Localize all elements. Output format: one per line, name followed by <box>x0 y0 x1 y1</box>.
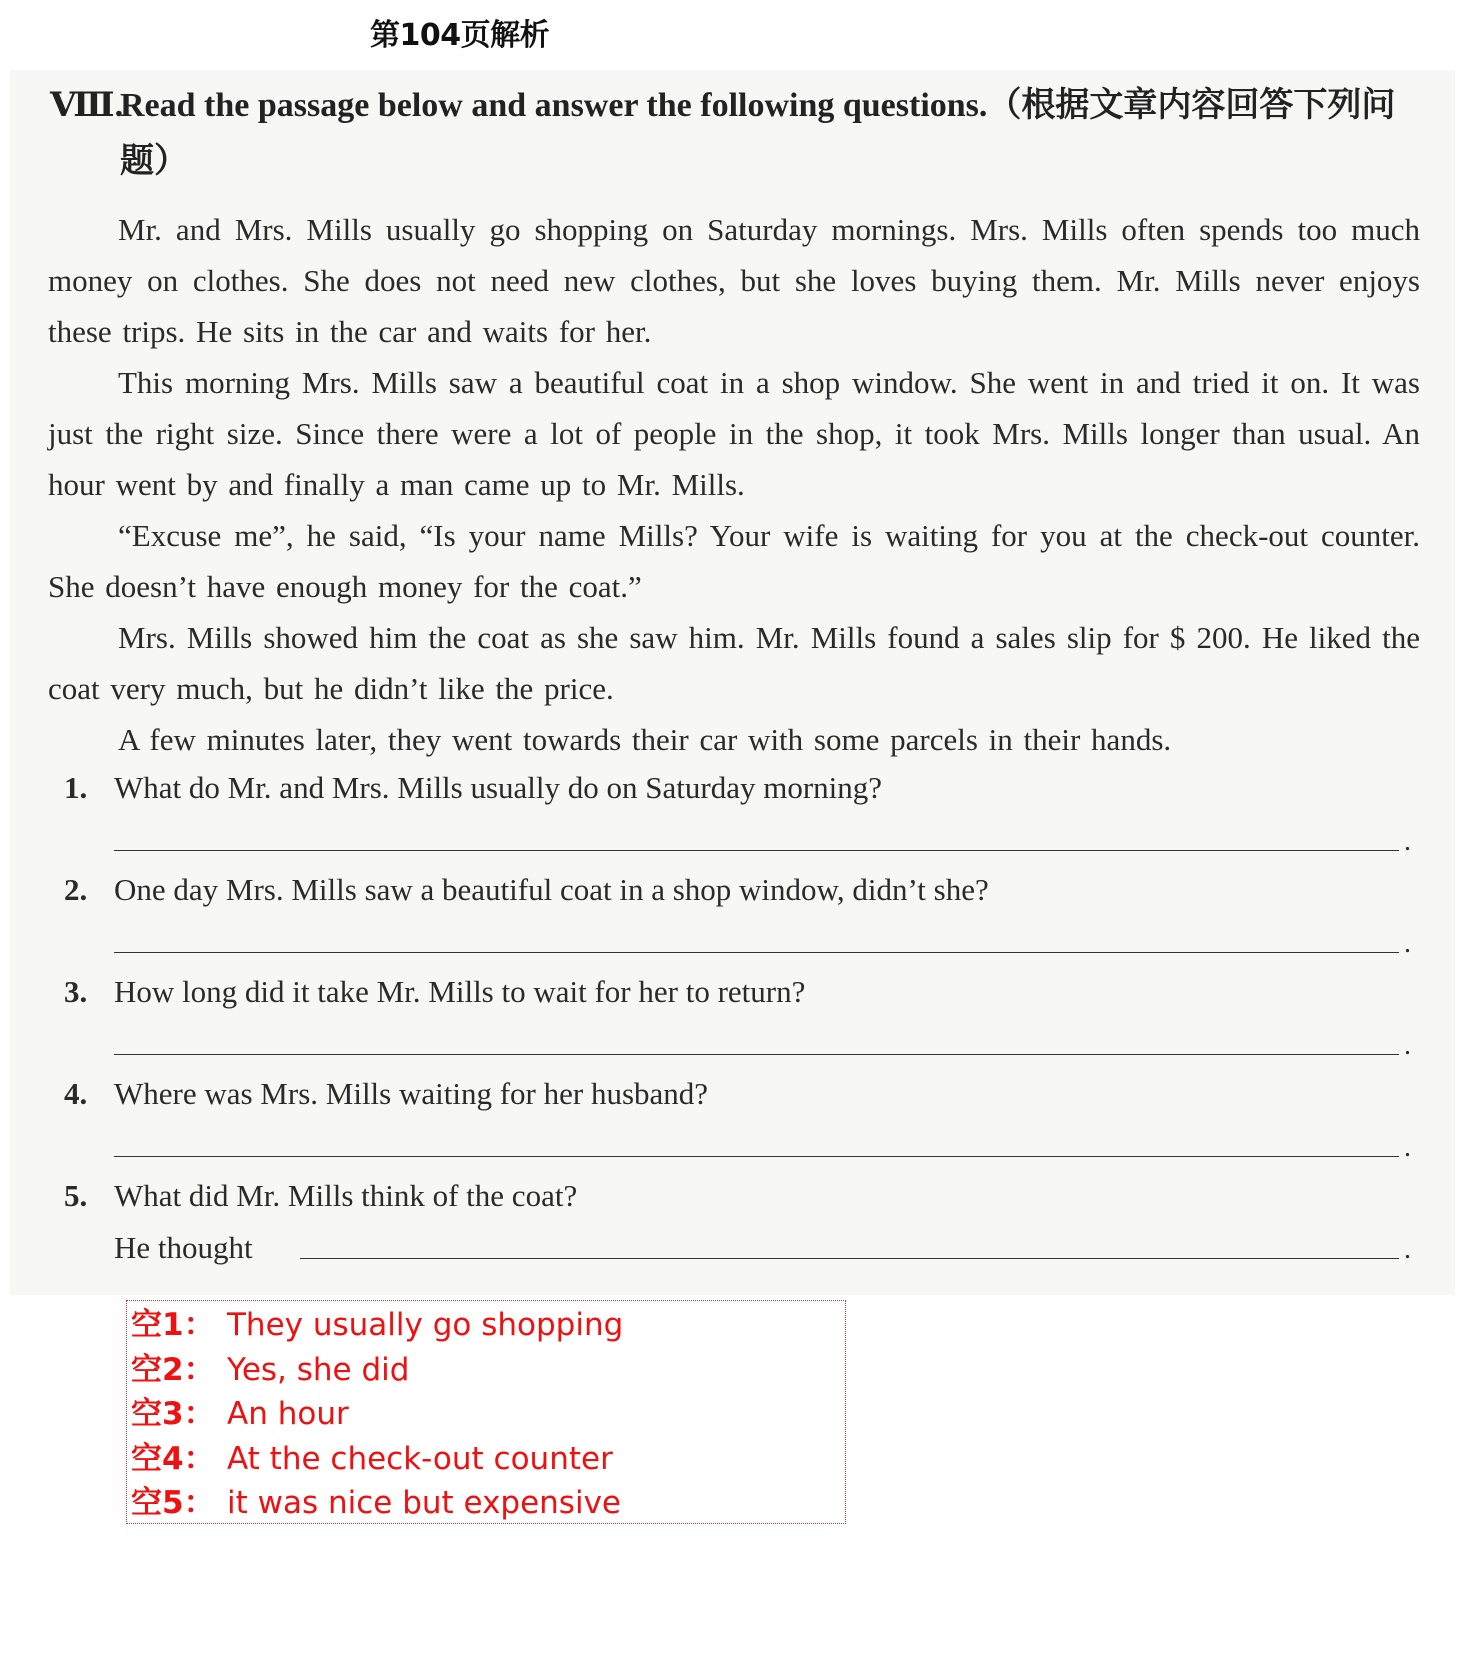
answer-label: 空3： <box>131 1396 215 1432</box>
question-text: What do Mr. and Mrs. Mills usually do on Saturday morning? <box>114 770 883 805</box>
answer-blank-1[interactable] <box>114 828 1399 851</box>
section-heading <box>50 78 1420 190</box>
answer-period: . <box>1404 1030 1411 1061</box>
answer-key-1 <box>127 1303 845 1348</box>
answer-key-4 <box>127 1437 845 1482</box>
answer-prefix: He thought <box>114 1230 253 1265</box>
question-number: 4. <box>64 1076 88 1111</box>
passage-paragraph-3: “Excuse me”, he said, “Is your name Mills? Your wife is waiting for you at the check-out counter. She doesn’t have enough money for the coat.” <box>48 518 1420 604</box>
question-text: Where was Mrs. Mills waiting for her husband? <box>114 1076 709 1111</box>
question-list <box>64 768 1424 1278</box>
answer-key-3 <box>127 1392 845 1437</box>
passage-paragraph-5: A few minutes later, they went towards their car with some parcels in their hands. <box>118 722 1172 757</box>
answer-label: 空5： <box>131 1485 215 1521</box>
answer-key-box <box>126 1300 846 1524</box>
answer-label: 空4： <box>131 1440 215 1477</box>
answer-period: . <box>1404 826 1411 857</box>
answer-label: 空1： <box>131 1307 215 1343</box>
question-text: What did Mr. Mills think of the coat? <box>114 1178 578 1213</box>
question-number: 3. <box>64 974 88 1009</box>
answer-text: At the check-out counter <box>227 1440 613 1477</box>
question-4 <box>64 1074 1424 1176</box>
question-2 <box>64 870 1424 972</box>
answer-blank-4[interactable] <box>114 1134 1399 1157</box>
question-number: 1. <box>64 770 88 805</box>
answer-period: . <box>1404 1132 1411 1163</box>
answer-key-2 <box>127 1348 845 1393</box>
answer-period: . <box>1404 1234 1411 1265</box>
answer-text: They usually go shopping <box>227 1307 624 1343</box>
answer-text: it was nice but expensive <box>227 1485 621 1521</box>
reading-passage <box>48 204 1420 765</box>
question-5 <box>64 1176 1424 1278</box>
question-3 <box>64 972 1424 1074</box>
answer-text: An hour <box>227 1396 349 1432</box>
passage-paragraph-4: Mrs. Mills showed him the coat as she saw him. Mr. Mills found a sales slip for $ 200. He liked the coat very much, but he didn’t like the price. <box>48 620 1420 706</box>
answer-blank-5[interactable] <box>300 1236 1399 1259</box>
answer-blank-3[interactable] <box>114 1032 1399 1055</box>
section-instruction: Read the passage below and answer the following questions.（根据文章内容回答下列问题） <box>120 87 1396 180</box>
page-title: 第104页解析 <box>370 18 550 53</box>
question-text: How long did it take Mr. Mills to wait for her to return? <box>114 974 806 1009</box>
answer-blank-2[interactable] <box>114 930 1399 953</box>
answer-key-5 <box>127 1481 845 1526</box>
section-number: Ⅷ. <box>50 87 124 124</box>
question-text: One day Mrs. Mills saw a beautiful coat in a shop window, didn’t she? <box>114 872 989 907</box>
answer-period: . <box>1404 928 1411 959</box>
question-number: 5. <box>64 1178 88 1213</box>
answer-text: Yes, she did <box>227 1351 410 1388</box>
question-1 <box>64 768 1424 870</box>
passage-paragraph-1: Mr. and Mrs. Mills usually go shopping on Saturday mornings. Mrs. Mills often spends too much money on clothes. She does not need new clothes, but she loves buying them. Mr. Mills never enjoys these trips. He sits in the car and waits for her. <box>48 212 1420 349</box>
passage-paragraph-2: This morning Mrs. Mills saw a beautiful coat in a shop window. She went in and tried it on. It was just the right size. Since there were a lot of people in the shop, it took Mrs. Mills longer than usual. An hour went by and finally a man came up to Mr. Mills. <box>48 365 1420 502</box>
answer-label: 空2： <box>131 1351 215 1388</box>
question-number: 2. <box>64 872 88 907</box>
